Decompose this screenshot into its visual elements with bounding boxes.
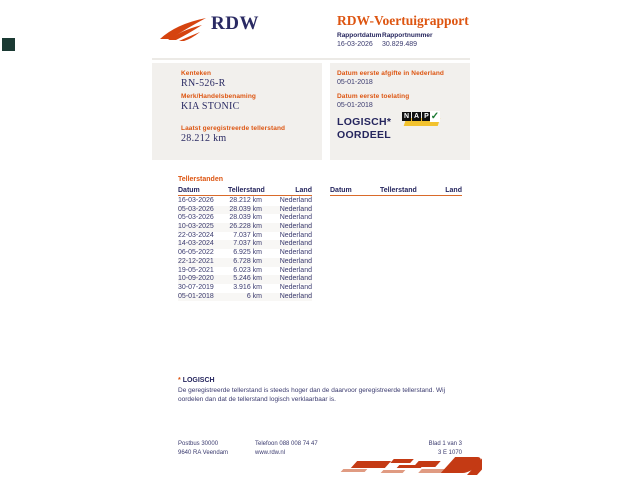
merk-value: KIA STONIC (181, 101, 240, 112)
table-row (178, 267, 312, 276)
cell-tellerstand: 28.039 km (229, 205, 262, 213)
table-row (178, 206, 312, 215)
cell-datum: 19-05-2021 (178, 266, 214, 274)
table-row (178, 232, 312, 241)
table-left-rule (178, 195, 312, 196)
cell-datum: 10-09-2020 (178, 275, 214, 283)
eerste-afgifte-value: 05-01-2018 (337, 79, 373, 86)
cell-land: Nederland (279, 283, 312, 291)
viewer-artifact-square (2, 38, 15, 51)
cell-tellerstand: 7.037 km (233, 240, 262, 248)
teller-table-left-body (178, 197, 312, 301)
cell-land: Nederland (279, 231, 312, 239)
report-date-label: Rapportdatum (337, 32, 382, 39)
cell-tellerstand: 26.228 km (229, 223, 262, 231)
col-datum: Datum (330, 187, 352, 194)
nap-check-icon: ✓ (430, 111, 440, 122)
cell-tellerstand: 28.039 km (229, 214, 262, 222)
report-title: RDW-Voertuigrapport (337, 13, 469, 28)
cell-land: Nederland (279, 292, 312, 300)
report-number-label: Rapportnummer (382, 32, 433, 39)
eerste-afgifte-label: Datum eerste afgifte in Nederland (337, 70, 444, 77)
teller-table-left-header (178, 187, 312, 194)
table-row (178, 249, 312, 258)
cell-tellerstand: 28.212 km (229, 197, 262, 204)
kenteken-value: RN-526-R (181, 78, 226, 89)
footer-address-line1: Postbus 30000 (178, 441, 219, 447)
col-tellerstand: Tellerstand (380, 187, 417, 194)
col-tellerstand: Tellerstand (228, 187, 265, 194)
table-row (178, 197, 312, 206)
merk-label: Merk/Handelsbenaming (181, 93, 256, 100)
nap-letter-a: A (413, 113, 420, 120)
cell-datum: 05-01-2018 (178, 292, 214, 300)
footer-address (178, 440, 228, 458)
cell-tellerstand: 6.728 km (233, 257, 262, 265)
footnote-asterisk: * (178, 377, 181, 384)
col-datum: Datum (178, 187, 200, 194)
cell-tellerstand: 3.916 km (233, 283, 262, 291)
rdw-speed-graphic (340, 455, 482, 479)
rdw-logo-icon (158, 15, 208, 43)
cell-datum: 10-03-2025 (178, 223, 214, 231)
cell-tellerstand: 6.023 km (233, 266, 262, 274)
laatste-tellerstand-value: 28.212 km (181, 133, 227, 144)
table-row (178, 284, 312, 293)
footer-website: www.rdw.nl (255, 450, 286, 456)
table-row (178, 258, 312, 267)
cell-tellerstand: 5.246 km (233, 275, 262, 283)
laatste-tellerstand-label: Laatst geregistreerde tellerstand (181, 125, 286, 132)
footer-address-line2: 9640 RA Veendam (178, 450, 229, 456)
table-row (178, 275, 312, 284)
tellerstanden-heading: Tellerstanden (178, 176, 223, 183)
eerste-toelating-value: 05-01-2018 (337, 102, 373, 109)
nap-letter-p: P (422, 112, 431, 121)
cell-datum: 22-03-2024 (178, 231, 214, 239)
report-date-value: 16-03-2026 (337, 41, 373, 48)
cell-land: Nederland (279, 223, 312, 231)
footnote-heading-text: LOGISCH (182, 377, 215, 384)
footer-form-code: 3 E 1070 (437, 450, 462, 456)
cell-tellerstand: 6.925 km (233, 249, 262, 257)
rdw-logo-wordmark: RDW (211, 13, 259, 34)
cell-land: Nederland (279, 197, 312, 204)
cell-land: Nederland (279, 205, 312, 213)
cell-land: Nederland (279, 257, 312, 265)
box-top-band (152, 58, 470, 60)
cell-tellerstand: 7.037 km (233, 231, 262, 239)
oordeel-line1: LOGISCH* (337, 116, 392, 128)
nap-letter-n: N (403, 113, 410, 120)
cell-tellerstand: 6 km (246, 292, 262, 300)
footer-contact (255, 440, 318, 458)
cell-land: Nederland (279, 249, 312, 257)
cell-land: Nederland (279, 214, 312, 222)
report-number-value: 30.829.489 (382, 41, 418, 48)
cell-datum: 05-03-2026 (178, 205, 214, 213)
eerste-toelating-label: Datum eerste toelating (337, 93, 410, 100)
dates-info-box (330, 63, 470, 160)
logisch-footnote-body: De geregistreerde tellerstand is steeds hoger dan de daarvoor geregistreerde tellerstand. Wij oordelen dan dat de tellerstand logisch verklaarbaar is. (178, 387, 446, 403)
cell-datum: 16-03-2026 (178, 197, 214, 204)
table-row (178, 223, 312, 232)
footer-phone: Telefoon 088 008 74 47 (255, 441, 318, 447)
table-row (178, 240, 312, 249)
cell-land: Nederland (279, 275, 312, 283)
teller-table-right-header (330, 187, 462, 194)
cell-datum: 05-03-2026 (178, 214, 214, 222)
table-row (178, 214, 312, 223)
col-land: Land (445, 187, 462, 194)
table-right-rule (330, 195, 462, 196)
logisch-footnote-heading (178, 377, 215, 384)
col-land: Land (295, 187, 312, 194)
oordeel-line2: OORDEEL (337, 129, 392, 141)
cell-datum: 22-12-2021 (178, 257, 214, 265)
table-row (178, 293, 312, 302)
cell-datum: 06-05-2022 (178, 249, 214, 257)
cell-land: Nederland (279, 240, 312, 248)
cell-land: Nederland (279, 266, 312, 274)
footer-page-indicator: Blad 1 van 3 (428, 441, 462, 447)
nap-logo (402, 111, 440, 128)
cell-datum: 30-07-2019 (178, 283, 214, 291)
cell-datum: 14-03-2024 (178, 240, 214, 248)
kenteken-label: Kenteken (181, 70, 212, 77)
